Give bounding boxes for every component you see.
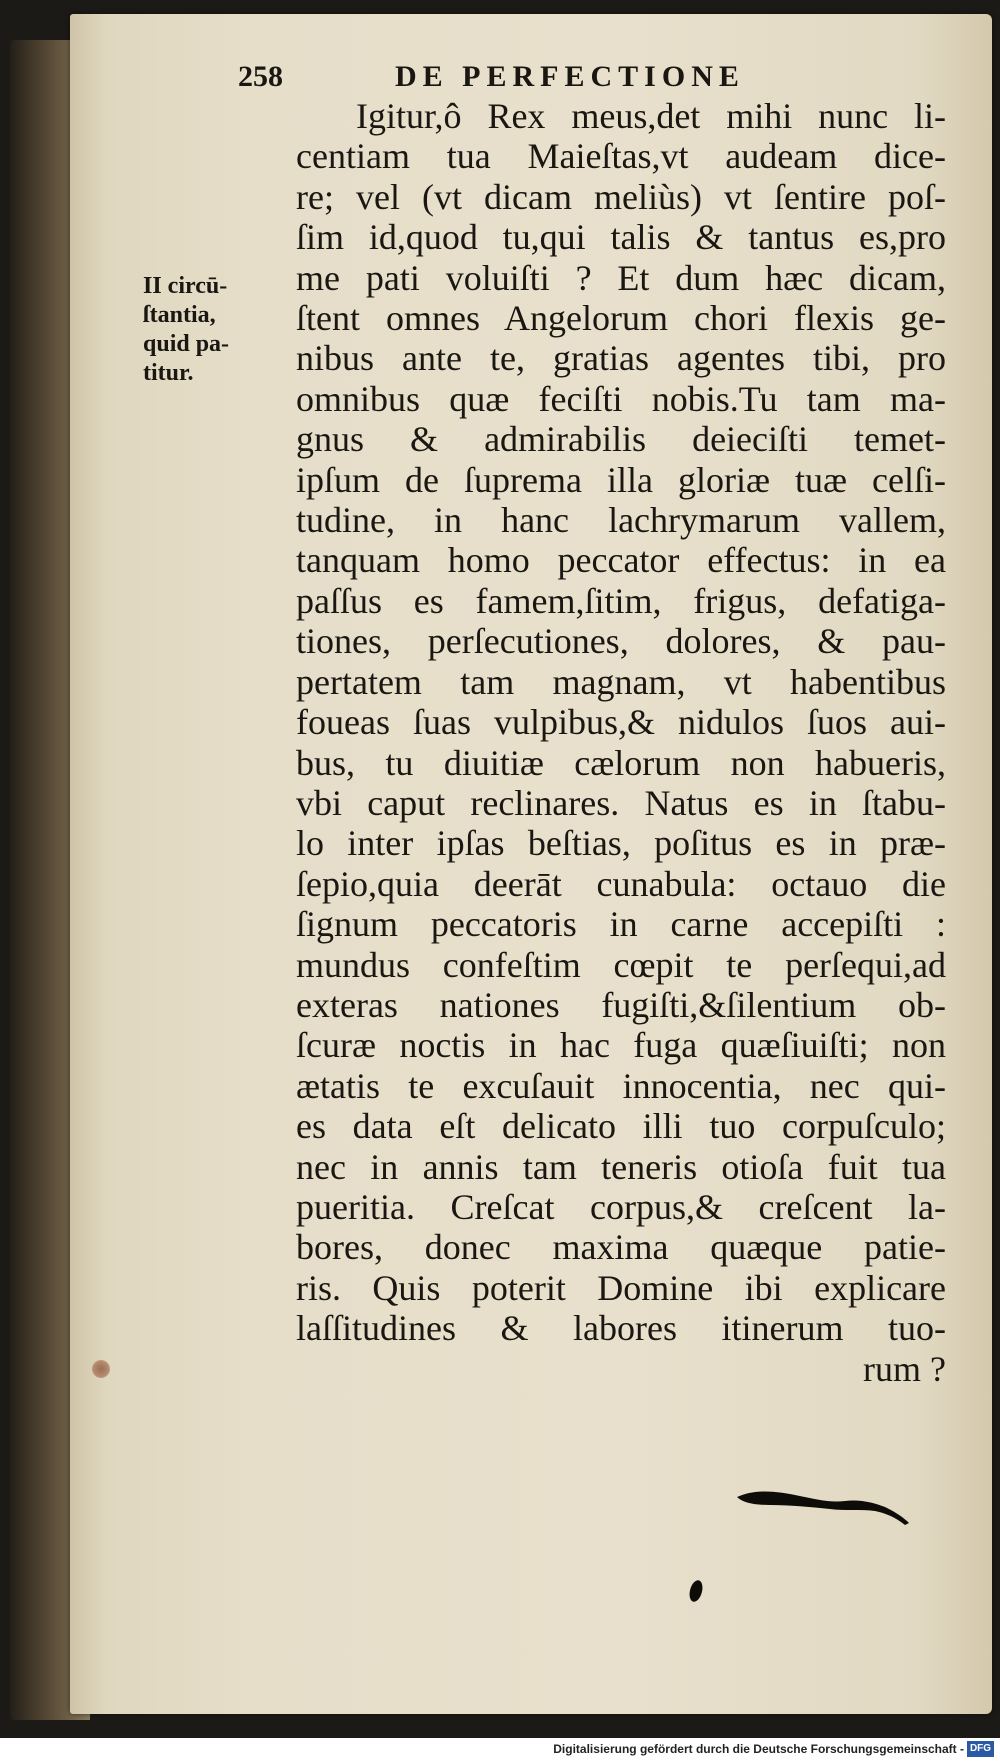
text-line: ſim id,quod tu,qui talis & tantus es,pro: [296, 217, 946, 258]
text-line: foueas ſuas vulpibus,& nidulos ſuos aui-: [296, 702, 946, 743]
text-line: ſignum peccatoris in carne accepiſti :: [296, 904, 946, 945]
text-line: bus, tu diuitiæ cælorum non habueris,: [296, 742, 946, 783]
text-line: ætatis te excuſauit innocentia, nec qui-: [296, 1065, 946, 1106]
text-line: exteras nationes fugiſti,&ſilentium ob-: [296, 984, 946, 1025]
text-line: tanquam homo peccator effectus: in ea: [296, 540, 946, 581]
text-line: ſcuræ noctis in hac fuga quæſiuiſti; non: [296, 1025, 946, 1066]
text-line: nibus ante te, gratias agentes tibi, pro: [296, 338, 946, 379]
text-line: ris. Quis poterit Domine ibi explicare: [296, 1267, 946, 1308]
text-line: omnibus quæ feciſti nobis.Tu tam ma-: [296, 378, 946, 419]
text-line: bores, donec maxima quæque patie-: [296, 1227, 946, 1268]
margin-note-line: II circū-: [143, 273, 228, 299]
text-line: pertatem tam magnam, vt habentibus: [296, 661, 946, 702]
footer-band: [0, 1738, 1000, 1762]
text-line: me pati voluiſti ? Et dum hæc dicam,: [296, 257, 946, 298]
text-line: nec in annis tam teneris otioſa fuit tua: [296, 1146, 946, 1187]
margin-note: [143, 272, 273, 388]
text-line: rum ?: [863, 1348, 946, 1389]
running-head: DE PERFECTIONE: [395, 60, 745, 93]
text-line: tudine, in hanc lachrymarum vallem,: [296, 500, 946, 541]
text-line: es data eſt delicato illi tuo corpuſculo;: [296, 1106, 946, 1147]
dfg-logo: DFG: [967, 1741, 994, 1757]
text-line: tiones, perſecutiones, dolores, & pau-: [296, 621, 946, 662]
text-line: ipſum de ſuprema illa gloriæ tuæ celſi-: [296, 459, 946, 500]
text-line: gnus & admirabilis deieciſti temet-: [296, 419, 946, 460]
body-text: [296, 96, 946, 1389]
text-line: paſſus es famem,ſitim, frigus, defatiga-: [296, 580, 946, 621]
page-stain: [92, 1360, 110, 1378]
text-line: Igitur,ô Rex meus,det mihi nunc li-: [356, 96, 946, 136]
ink-smudge: [735, 1485, 910, 1525]
text-line: re; vel (vt dicam meliùs) vt ſentire poſ-: [296, 176, 946, 217]
text-line: ſepio,quia deerāt cunabula: octauo die: [296, 863, 946, 904]
text-line: centiam tua Maieſtas,vt audeam dice-: [296, 136, 946, 177]
footer-credit: Digitalisierung gefördert durch die Deutsche Forschungsgemeinschaft -: [553, 1742, 964, 1756]
margin-note-line: quid pa-: [143, 331, 230, 357]
text-line: vbi caput reclinares. Natus es in ſtabu-: [296, 782, 946, 823]
text-line: lo inter ipſas beſtias, poſitus es in præ-: [296, 823, 946, 864]
text-line: laſſitudines & labores itinerum tuo-: [296, 1308, 946, 1349]
text-line: mundus confeſtim cœpit te perſequi,ad: [296, 944, 946, 985]
text-line: pueritia. Creſcat corpus,& creſcent la-: [296, 1186, 946, 1227]
margin-note-line: ſtantia,: [143, 302, 216, 328]
margin-note-line: titur.: [143, 360, 194, 386]
text-line: ſtent omnes Angelorum chori flexis ge-: [296, 298, 946, 339]
page-number: 258: [238, 60, 283, 93]
